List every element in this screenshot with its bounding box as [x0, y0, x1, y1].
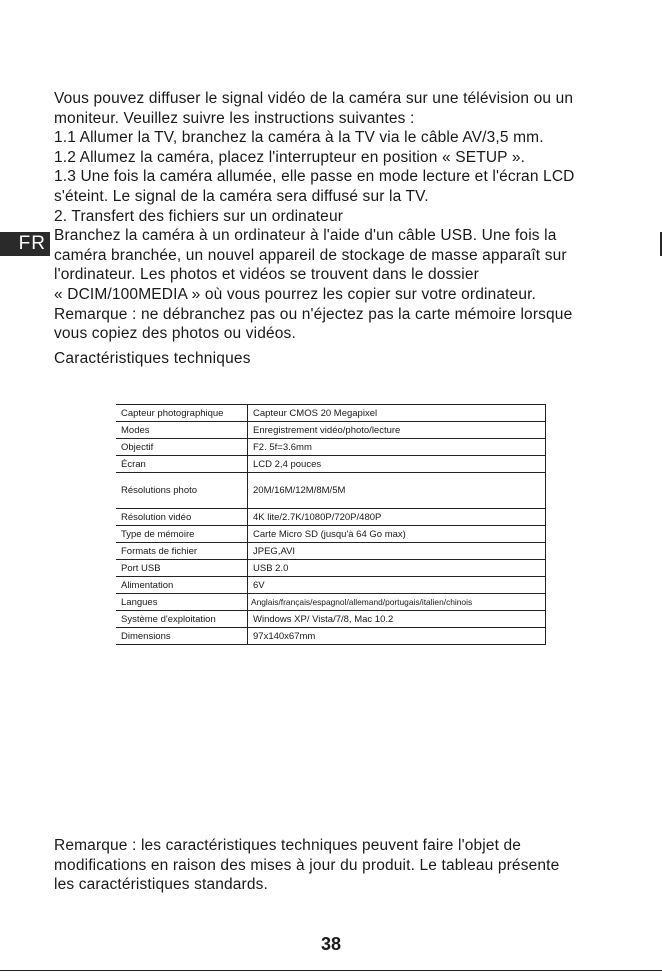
spec-value: 20M/16M/12M/8M/5M [248, 473, 546, 509]
table-row [116, 543, 546, 560]
intro-line: caméra branchée, un nouvel appareil de stockage de masse apparaît sur [54, 246, 567, 264]
spec-value: Capteur CMOS 20 Megapixel [248, 405, 546, 422]
table-row [116, 509, 546, 526]
spec-value: USB 2.0 [248, 560, 546, 577]
spec-value: Windows XP/ Vista/7/8, Mac 10.2 [248, 611, 546, 628]
spec-value: 6V [248, 577, 546, 594]
specs-table [116, 404, 546, 645]
spec-label: Objectif [116, 439, 248, 456]
intro-line: vous copiez des photos ou vidéos. [54, 325, 296, 343]
note-line: modifications en raison des mises à jour du produit. Le tableau présente [54, 856, 560, 874]
intro-line: moniteur. Veuillez suivre les instructions suivantes : [54, 109, 415, 127]
spec-label: Port USB [116, 560, 248, 577]
spec-label: Résolutions photo [116, 473, 248, 509]
spec-value: JPEG,AVI [248, 543, 546, 560]
intro-line: s'éteint. Le signal de la caméra sera diffusé sur la TV. [54, 187, 429, 205]
intro-line: Remarque : ne débranchez pas ou n'éjectez pas la carte mémoire lorsque [54, 305, 573, 323]
table-row [116, 456, 546, 473]
table-row [116, 560, 546, 577]
intro-line: « DCIM/100MEDIA » où vous pourrez les copier sur votre ordinateur. [54, 285, 537, 303]
spec-value: 4K lite/2.7K/1080P/720P/480P [248, 509, 546, 526]
table-row [116, 473, 546, 509]
spec-label: Langues [116, 594, 248, 611]
note-line: Remarque : les caractéristiques techniques peuvent faire l'objet de [54, 837, 522, 854]
intro-line: Branchez la caméra à un ordinateur à l'aide d'un câble USB. Une fois la [54, 227, 557, 245]
spec-label: Type de mémoire [116, 526, 248, 543]
intro-line: 1.2 Allumez la caméra, placez l'interrupteur en position « SETUP ». [54, 148, 526, 166]
intro-line: 2. Transfert des fichiers sur un ordinateur [54, 207, 344, 225]
intro-line: 1.1 Allumer la TV, branchez la caméra à la TV via le câble AV/3,5 mm. [54, 129, 544, 147]
note-line: les caractéristiques standards. [54, 876, 268, 894]
table-row [116, 422, 546, 439]
intro-line: l'ordinateur. Les photos et vidéos se trouvent dans le dossier [54, 266, 479, 284]
table-row [116, 594, 546, 611]
table-row [116, 439, 546, 456]
table-row [116, 405, 546, 422]
page-number: 38 [320, 934, 342, 954]
spec-label: Système d'exploitation [116, 611, 248, 628]
spec-label: Formats de fichier [116, 543, 248, 560]
intro-line: Vous pouvez diffuser le signal vidéo de la caméra sur une télévision ou un [54, 90, 574, 107]
spec-label: Écran [116, 456, 248, 473]
spec-value: Enregistrement vidéo/photo/lecture [248, 422, 546, 439]
table-row [116, 577, 546, 594]
bottom-divider [0, 970, 662, 971]
table-row [116, 628, 546, 645]
spec-value: 97x140x67mm [248, 628, 546, 645]
intro-text [54, 89, 614, 344]
specs-heading: Caractéristiques techniques [54, 350, 251, 367]
intro-line: 1.3 Une fois la caméra allumée, elle passe en mode lecture et l'écran LCD [54, 168, 575, 186]
spec-label: Dimensions [116, 628, 248, 645]
disclaimer-note [54, 836, 614, 895]
spec-value: Carte Micro SD (jusqu'à 64 Go max) [248, 526, 546, 543]
spec-label: Capteur photographique [116, 405, 248, 422]
spec-label: Alimentation [116, 577, 248, 594]
language-tab: FR [0, 232, 50, 256]
table-row [116, 526, 546, 543]
table-row [116, 611, 546, 628]
spec-label: Modes [116, 422, 248, 439]
spec-label: Résolution vidéo [116, 509, 248, 526]
spec-value: LCD 2,4 pouces [248, 456, 546, 473]
spec-value: F2. 5f=3.6mm [248, 439, 546, 456]
spec-value: Anglais/français/espagnol/allemand/portugais/italien/chinois [248, 594, 546, 611]
